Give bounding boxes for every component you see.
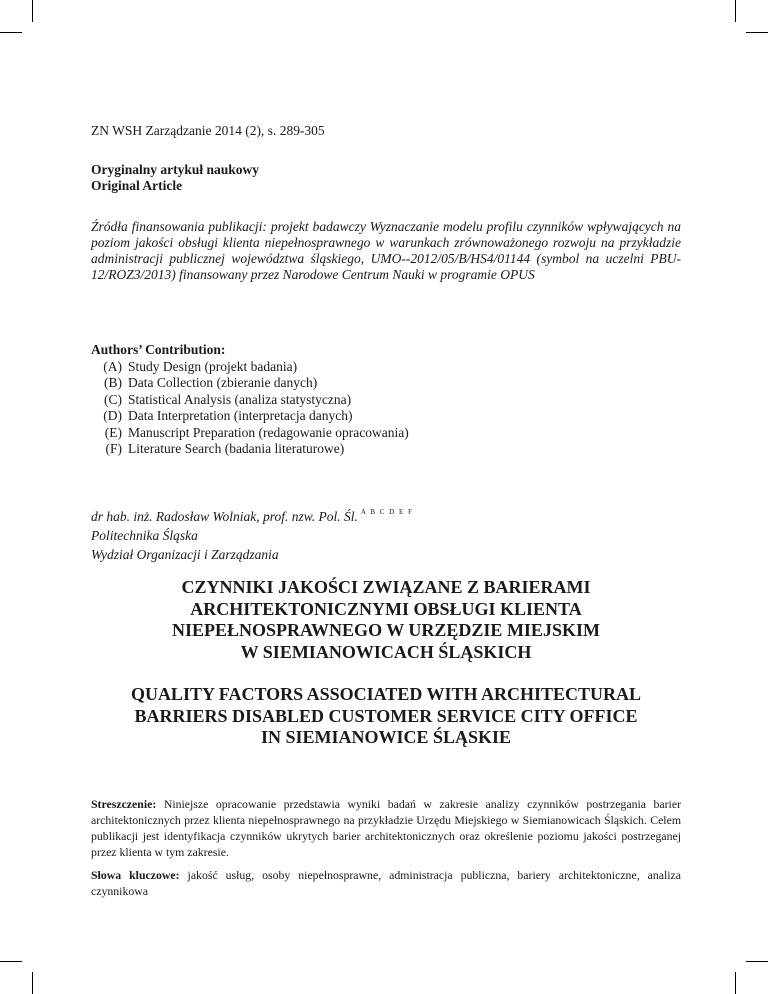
keywords — [91, 867, 681, 899]
contribution-letter: (A) — [103, 358, 122, 374]
author-name: dr hab. inż. Radosław Wolniak, prof. nzw. Pol. Śl. — [91, 509, 358, 524]
contribution-letter: (D) — [103, 408, 122, 423]
crop-mark-top-left — [32, 0, 33, 22]
contribution-letter: (C) — [104, 391, 122, 407]
article-type-en: Original Article — [91, 178, 183, 193]
article-type-pl: Oryginalny artykuł naukowy — [91, 162, 260, 177]
title-en-line: QUALITY FACTORS ASSOCIATED WITH ARCHITECTURAL — [130, 684, 642, 704]
contribution-row — [91, 425, 409, 442]
contribution-letter: (F) — [105, 441, 122, 456]
contribution-row — [91, 375, 409, 392]
crop-mark-bottom-left-h — [0, 961, 22, 962]
author-contribution-codes: A B C D E F — [360, 508, 414, 516]
crop-mark-top-right-h — [746, 32, 768, 33]
author-department: Wydział Organizacji i Zarządzania — [91, 547, 279, 562]
title-en-line: IN SIEMIANOWICE ŚLĄSKIE — [260, 727, 512, 747]
abstract-label: Streszczenie: — [91, 797, 157, 811]
contribution-text: Manuscript Preparation (redagowanie opracowania) — [128, 424, 409, 440]
author-line — [91, 503, 413, 526]
authors-contribution — [91, 342, 409, 458]
keywords-label: Słowa kluczowe: — [91, 868, 180, 882]
contribution-row — [91, 359, 409, 376]
contribution-text: Data Collection (zbieranie danych) — [128, 375, 318, 390]
author-affiliation: Politechnika Śląska — [91, 528, 198, 543]
article-type — [91, 162, 259, 194]
contribution-row — [91, 392, 409, 409]
contribution-row — [91, 408, 409, 425]
contribution-row — [91, 441, 409, 458]
title-english — [91, 684, 681, 749]
title-pl-line: NIEPEŁNOSPRAWNEGO W URZĘDZIE MIEJSKIM — [172, 620, 600, 640]
title-pl-line: W SIEMIANOWICACH ŚLĄSKICH — [240, 641, 532, 662]
contribution-heading: Authors’ Contribution: — [91, 342, 226, 357]
crop-mark-bottom-left — [32, 972, 33, 994]
abstract — [91, 796, 681, 860]
title-en-line: BARRIERS DISABLED CUSTOMER SERVICE CITY OFFICE — [134, 705, 638, 726]
crop-mark-top-right — [735, 0, 736, 22]
funding-note: Źródła finansowania publikacji: projekt badawczy Wyznaczanie modelu profilu czynników wpływających na poziom jakości obsługi klienta niepełnosprawnego w warunkach zrównoważonego rozwoju na przykładzie administracji publicznej województwa śląskiego, UMO--2012/05/B/HS4/01144 (symbol na uczelni PBU-12/ROZ3/2013) finansowany przez Narodowe Centrum Nauki w programie OPUS — [91, 219, 681, 282]
crop-mark-bottom-right-h — [746, 961, 768, 962]
contribution-text: Data Interpretation (interpretacja danych) — [128, 408, 353, 423]
keywords-text: jakość usług, osoby niepełnosprawne, administracja publiczna, bariery architektoniczne, analiza czynnikowa — [91, 868, 682, 898]
contribution-text: Study Design (projekt badania) — [128, 358, 298, 374]
journal-citation: ZN WSH Zarządzanie 2014 (2), s. 289-305 — [91, 123, 325, 138]
crop-mark-top-left-h — [0, 32, 22, 33]
title-pl-line: ARCHITEKTONICZNYMI OBSŁUGI KLIENTA — [190, 598, 582, 619]
contribution-text: Statistical Analysis (analiza statystyczna) — [128, 391, 352, 407]
author-block — [91, 503, 413, 564]
abstract-text: Niniejsze opracowanie przedstawia wyniki badań w zakresie analizy czynników postrzegania barier architektonicznych przez klienta niepełnosprawnego na przykładzie Urzędu Miejskiego w Siemianowicach Śląskich. Celem publikacji jest identyfikacja czynników ukrytych barier architektonicznych oraz określenie poziomu jakości postrzeganej przez klienta w tym zakresie. — [91, 797, 681, 859]
contribution-letter: (E) — [104, 424, 122, 440]
crop-mark-bottom-right — [735, 972, 736, 994]
contribution-letter: (B) — [104, 375, 122, 390]
title-pl-line: CZYNNIKI JAKOŚCI ZWIĄZANE Z BARIERAMI — [181, 577, 591, 597]
title-polish — [91, 577, 681, 663]
contribution-text: Literature Search (badania literaturowe) — [128, 441, 345, 456]
